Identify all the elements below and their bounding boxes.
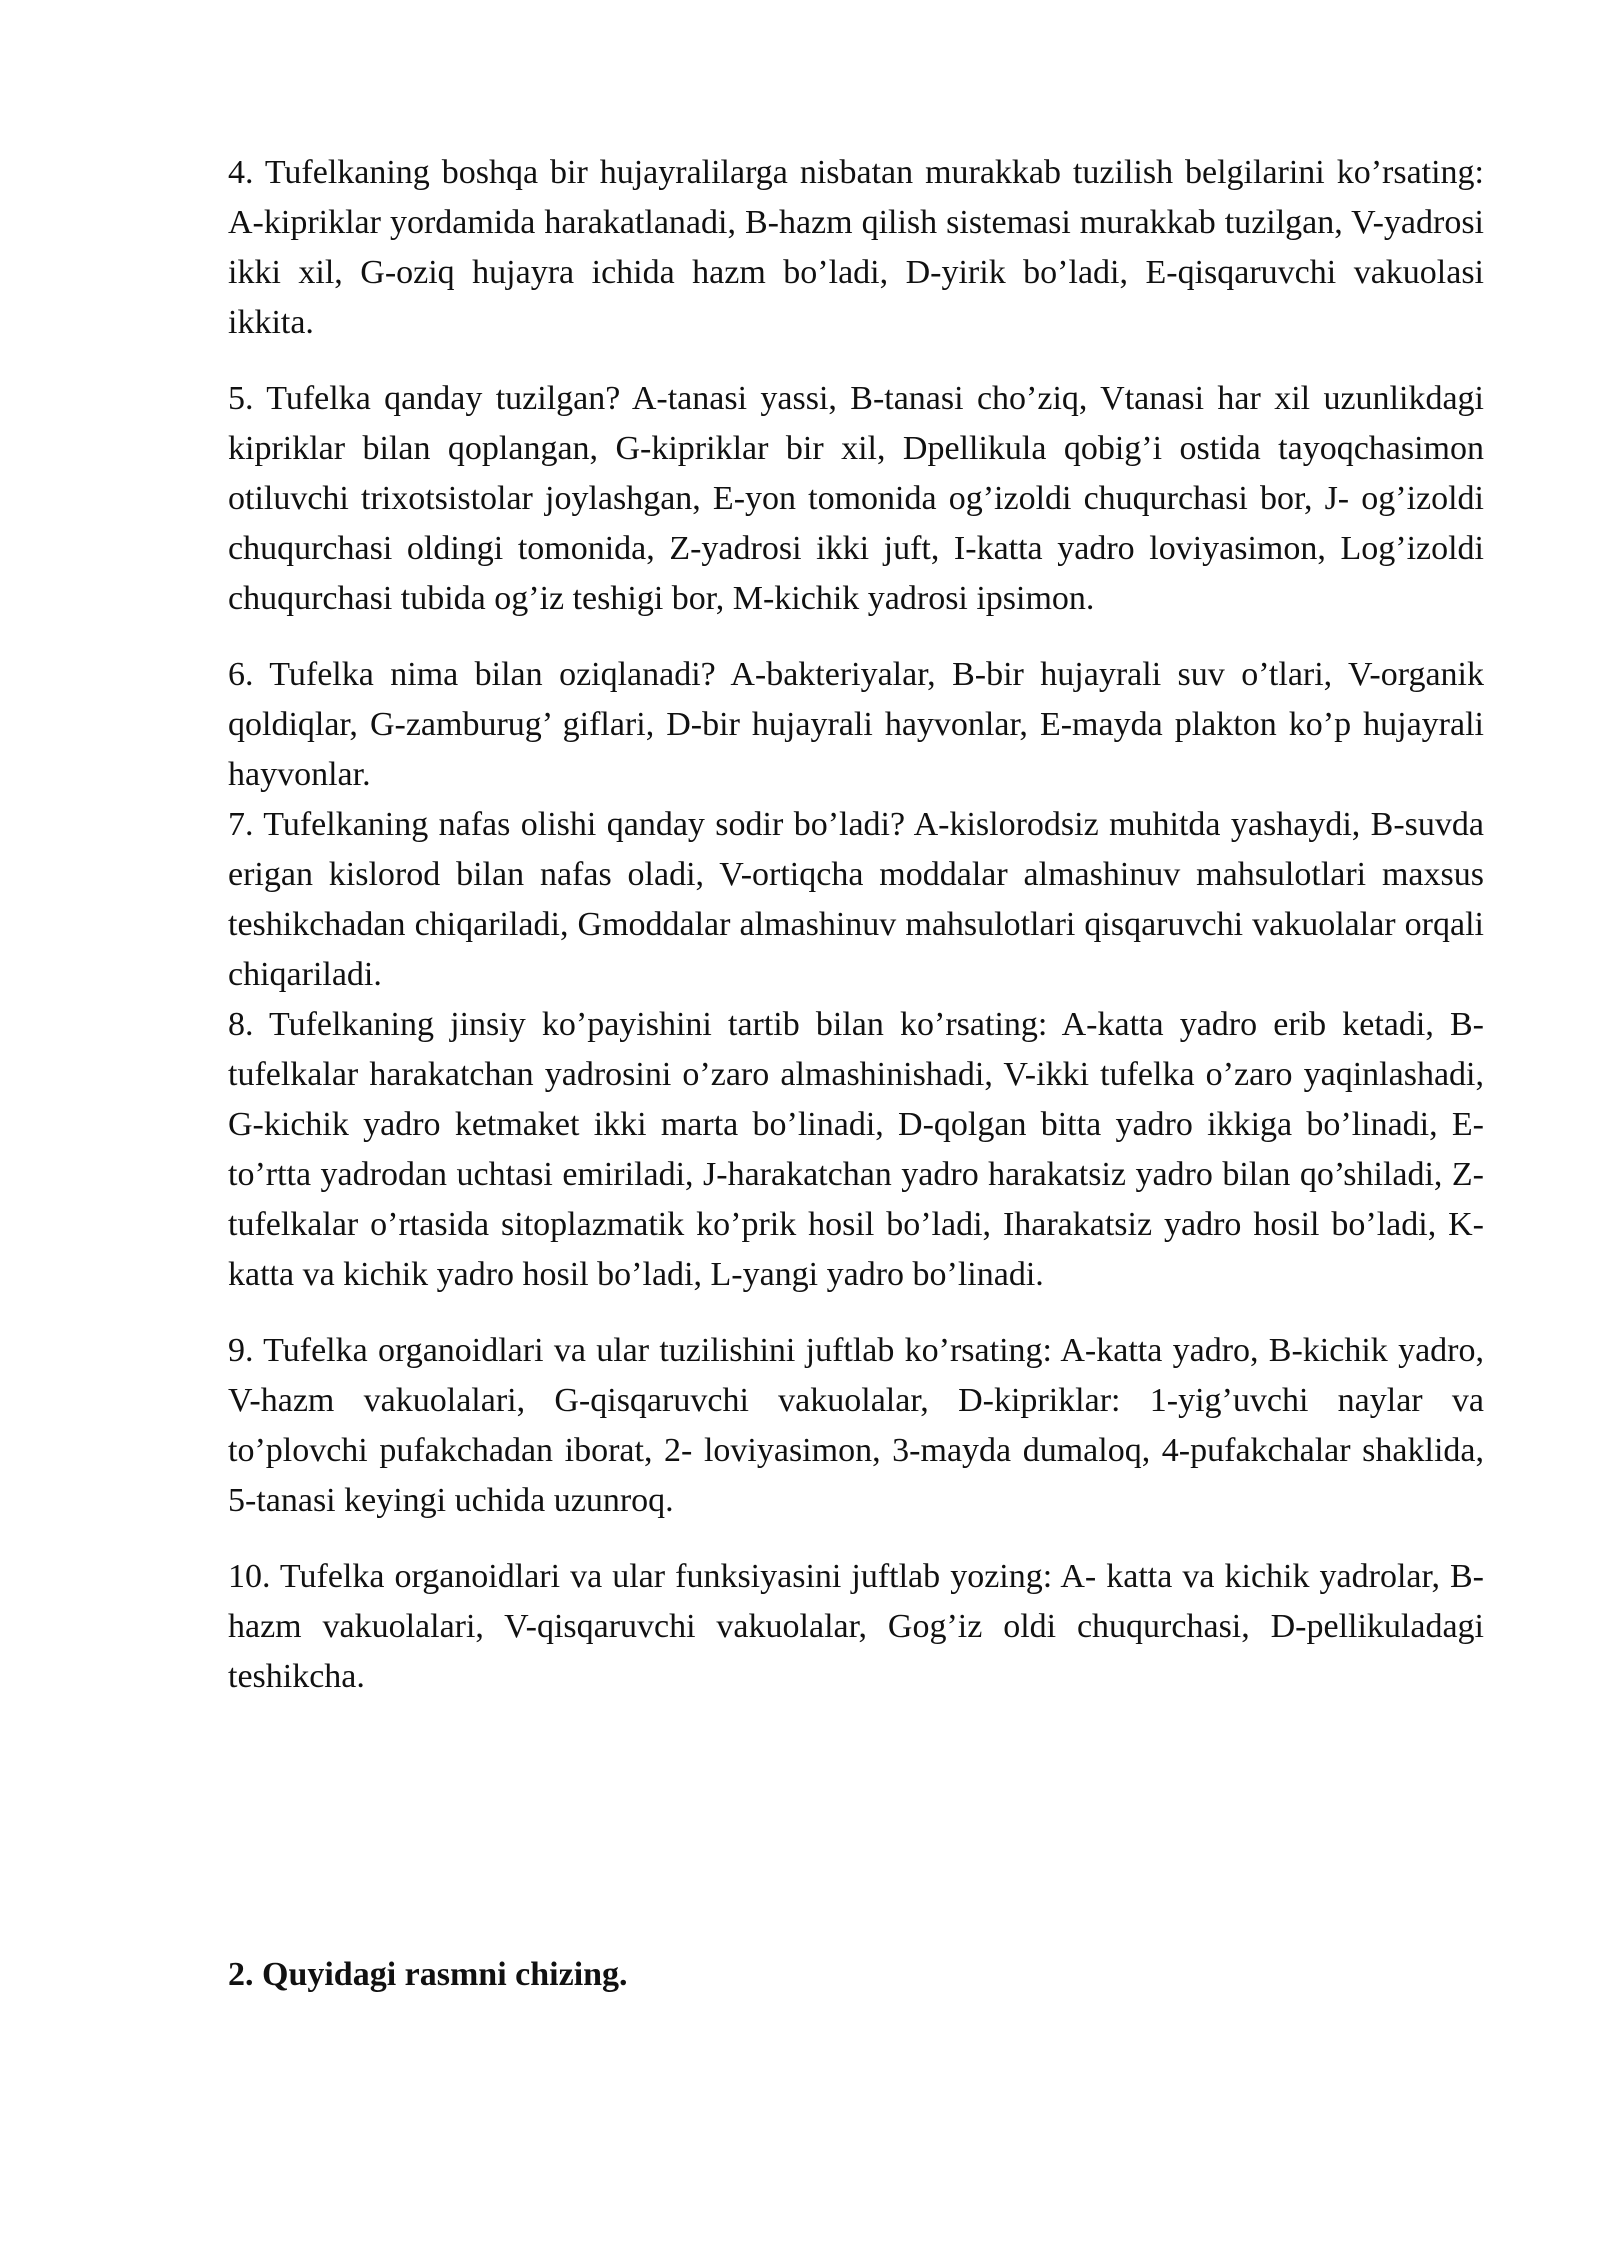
question-5: 5. Tufelka qanday tuzilgan? A-tanasi yassi, B-tanasi cho’ziq, Vtanasi har xil uzunlikdagi kipriklar bilan qoplangan, G-kipriklar bir xil, Dpellikula qobig’i ostida tayoqchasimon otiluvchi trixotsistolar joylashgan, E-yon tomonida og’izoldi chuqurchasi bor, J- og’izoldi chuqurchasi oldingi tomonida, Z-yadrosi ikki juft, I-katta yadro loviyasimon, Log’izoldi chuqurchasi tubida og’iz teshigi bor, M-kichik yadrosi ipsimon. <box>228 380 1484 617</box>
section-title: Quyidagi rasmni chizing. <box>262 1956 628 1993</box>
question-10: 10. Tufelka organoidlari va ular funksiyasini juftlab yozing: A- katta va kichik yadrolar, B- hazm vakuolalari, V-qisqaruvchi vakuolalar, Gog’iz oldi chuqurchasi, D-pellikuladagi teshikcha. <box>228 1558 1484 1695</box>
question-4: 4. Tufelkaning boshqa bir hujayralilarga nisbatan murakkab tuzilish belgilarini ko’rsating: A-kipriklar yordamida harakatlanadi, B-hazm qilish sistemasi murakkab tuzilgan, V-yadrosi ikki xil, G-oziq hujayra ichida hazm bo’ladi, D-yirik bo’ladi, E-qisqaruvchi vakuolasi ikkita. <box>228 154 1484 341</box>
question-7: 7. Tufelkaning nafas olishi qanday sodir bo’ladi? A-kislorodsiz muhitda yashaydi, B-suvda erigan kislorod bilan nafas oladi, V-ortiqcha moddalar almashinuv mahsulotlari maxsus teshikchadan chiqariladi, Gmoddalar almashinuv mahsulotlari qisqaruvchi vakuolalar orqali chiqariladi. <box>228 806 1484 993</box>
question-8: 8. Tufelkaning jinsiy ko’payishini tartib bilan ko’rsating: A-katta yadro erib ketadi, B-tufelkalar harakatchan yadrosini o’zaro almashinishadi, V-ikki tufelka o’zaro yaqinlashadi, G-kichik yadro ketmaket ikki marta bo’linadi, D-qolgan bitta yadro ikkiga bo’linadi, E-to’rtta yadrodan uchtasi emiriladi, J-harakatchan yadro harakatsiz yadro bilan qo’shiladi, Z-tufelkalar o’rtasida sitoplazmatik ko’prik hosil bo’ladi, Iharakatsiz yadro hosil bo’ladi, K-katta va kichik yadro hosil bo’ladi, L-yangi yadro bo’linadi. <box>228 1006 1484 1293</box>
section-separator: . <box>245 1956 254 1993</box>
section-heading <box>228 1950 628 2000</box>
question-9: 9. Tufelka organoidlari va ular tuzilishini juftlab ko’rsating: A-katta yadro, B-kichik yadro, V-hazm vakuolalari, G-qisqaruvchi vakuolalar, D-kipriklar: 1-yig’uvchi naylar va to’plovchi pufakchadan iborat, 2- loviyasimon, 3-mayda dumaloq, 4-pufakchalar shaklida, 5-tanasi keyingi uchida uzunroq. <box>228 1332 1484 1519</box>
question-list <box>228 148 1484 1728</box>
question-6: 6. Tufelka nima bilan oziqlanadi? A-bakteriyalar, B-bir hujayrali suv o’tlari, V-organik qoldiqlar, G-zamburug’ giflari, D-bir hujayrali hayvonlar, E-mayda plakton ko’p hujayrali hayvonlar. <box>228 656 1484 793</box>
section-number: 2 <box>228 1956 245 1993</box>
